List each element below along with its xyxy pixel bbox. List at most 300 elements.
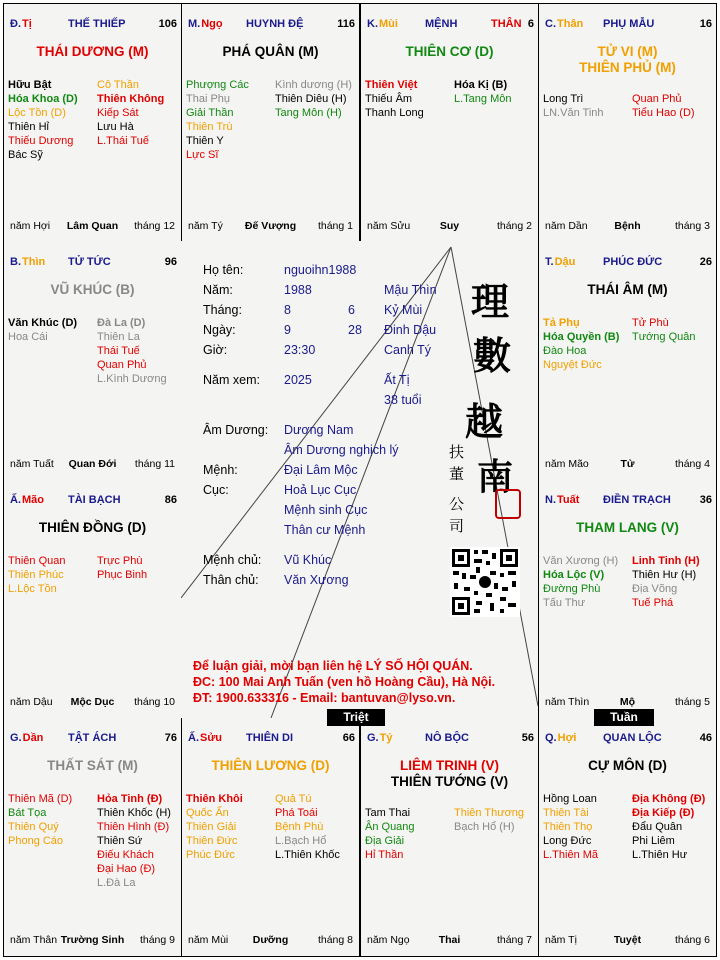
minor-star: Đà La (D) <box>97 317 146 329</box>
minor-star: Lực Sĩ <box>186 149 219 161</box>
truong-sinh: Bệnh <box>614 220 641 232</box>
minor-stars-right <box>454 806 524 834</box>
minor-star: Nguyệt Đức <box>543 359 602 371</box>
palace-header <box>10 256 111 272</box>
minor-star: Thiếu Âm <box>365 93 413 105</box>
minor-star: Hóa Kị (B) <box>454 79 508 91</box>
minor-star: L.Thiên Khốc <box>275 849 340 861</box>
tuan-tag: Tuần <box>594 709 654 726</box>
gio-canchi: Canh Tý <box>384 343 432 357</box>
truong-sinh: Đế Vượng <box>244 220 297 232</box>
minor-star: Phong Cáo <box>8 835 64 847</box>
seal-char-2: 董 <box>449 465 465 483</box>
red-seal-stamp <box>495 489 521 519</box>
minor-star: Thai Phụ <box>186 93 231 105</box>
minor-star: Phượng Các <box>186 79 249 91</box>
calligraphy-char-2: 數 <box>473 333 512 378</box>
tieu-han-year: năm Tị <box>545 934 577 946</box>
palace-chi: Tuất <box>557 494 580 506</box>
am-duong-label: Âm Dương: <box>203 423 269 437</box>
minor-star: Tử Phù <box>632 317 669 329</box>
tieu-han-year: năm Mùi <box>188 934 229 946</box>
minor-star: Kình dương (H) <box>275 79 352 91</box>
minor-stars-right <box>632 554 700 610</box>
minor-star: Đẩu Quân <box>632 821 683 833</box>
palace-footer <box>545 934 710 948</box>
minor-stars-right <box>632 316 696 344</box>
minor-star: Tuế Phá <box>632 597 674 609</box>
palace-thin <box>4 242 181 480</box>
main-stars <box>539 758 716 774</box>
truong-sinh: Quan Đới <box>68 458 117 470</box>
minor-star: Địa Giải <box>365 835 405 847</box>
minor-stars-left <box>8 78 78 162</box>
nguyet-han: tháng 10 <box>134 696 175 708</box>
palace-dai-han: 6 <box>527 18 534 30</box>
minor-star: Đại Hao (Đ) <box>97 863 156 875</box>
main-stars <box>361 44 538 60</box>
palace-tuat <box>539 480 716 718</box>
palace-cung-name: TỬ TỨC <box>68 256 111 268</box>
palace-dai-han: 96 <box>164 256 177 268</box>
palace-header <box>10 732 117 748</box>
palace-can: C. <box>545 18 556 30</box>
minor-star: Thiên Y <box>186 135 224 147</box>
tieu-han-year: năm Thìn <box>545 696 590 708</box>
minor-star: Quốc Ấn <box>186 807 229 819</box>
seal-char-4: 司 <box>449 517 465 535</box>
minor-star: Phá Toái <box>275 807 318 819</box>
minor-star: Bác Sỹ <box>8 149 43 161</box>
minor-star: Hồng Loan <box>543 793 597 805</box>
tieu-han-year: năm Tý <box>188 220 223 232</box>
cuc-value-2: Mệnh sinh Cục <box>284 503 368 517</box>
minor-star: Quan Phủ <box>632 93 682 105</box>
minor-star: Tấu Thư <box>543 597 586 609</box>
thang-am: 8 <box>284 303 291 317</box>
menh-value: Đại Lâm Mộc <box>284 463 358 477</box>
tieu-han-year: năm Dậu <box>10 696 53 708</box>
minor-star: Hóa Khoa (D) <box>8 93 78 105</box>
minor-star: Tướng Quân <box>632 331 696 343</box>
palace-dai-han: 46 <box>699 732 712 744</box>
thang-label: Tháng: <box>203 303 242 317</box>
minor-star: Trực Phù <box>97 555 143 567</box>
palace-chi: Tị <box>22 18 32 30</box>
nam-xem-value: 2025 <box>284 373 312 387</box>
minor-star: Hoa Cái <box>8 331 48 343</box>
minor-star: Phi Liêm <box>632 835 675 847</box>
minor-star: Địa Kiếp (Đ) <box>632 807 695 819</box>
truong-sinh: Suy <box>439 220 460 232</box>
minor-stars-right <box>97 78 164 148</box>
palace-cung-name: NÔ BỘC <box>425 732 469 744</box>
minor-star: Thiên La <box>97 331 140 343</box>
palace-footer <box>188 934 353 948</box>
minor-star: Thiên Quý <box>8 821 59 833</box>
palace-header <box>188 732 294 748</box>
palace-cung-name: THIÊN DI <box>246 732 294 744</box>
main-stars <box>361 758 538 790</box>
minor-star: L.Thiên Mã <box>543 849 599 861</box>
nam-label: Năm: <box>203 283 233 297</box>
palace-dai-han: 106 <box>158 18 177 30</box>
ngay-duong: 28 <box>348 323 362 337</box>
palace-footer <box>10 458 175 472</box>
main-stars <box>4 282 181 298</box>
palace-can: G. <box>10 732 22 744</box>
minor-star: Quan Phủ <box>97 359 147 371</box>
palace-cung-name: PHỤ MẪU <box>603 18 655 30</box>
minor-star: L.Thiên Hư <box>632 849 688 861</box>
minor-star: Thiên Sứ <box>97 835 143 847</box>
palace-header <box>367 18 522 34</box>
triet-tag: Triệt <box>327 709 385 726</box>
minor-star: Điếu Khách <box>97 849 154 861</box>
palace-than <box>539 4 716 242</box>
minor-star: Đào Hoa <box>543 345 587 357</box>
minor-star: Thiên Việt <box>365 79 418 91</box>
main-star: THAM LANG (V) <box>576 520 679 535</box>
minor-stars-left <box>543 92 604 120</box>
palace-chi: Dần <box>22 732 44 744</box>
palace-chi: Mão <box>22 494 44 506</box>
minor-star: Phục Binh <box>97 569 148 581</box>
gio-label: Giờ: <box>203 343 228 357</box>
palace-chi: Thìn <box>22 256 46 268</box>
main-star: THÁI ÂM (M) <box>587 282 668 297</box>
palace-footer <box>545 696 710 710</box>
minor-stars-right <box>275 792 340 862</box>
palace-chi: Dậu <box>554 256 576 268</box>
cuc-value-3: Thân cư Mệnh <box>284 523 366 537</box>
minor-star: Thiên Trù <box>186 121 233 133</box>
nguyet-han: tháng 6 <box>674 934 710 946</box>
nguyet-han: tháng 1 <box>317 220 353 232</box>
palace-dai-han: 56 <box>521 732 534 744</box>
palace-footer <box>10 696 175 710</box>
palace-header <box>10 18 126 34</box>
main-star: THÁI DƯƠNG (M) <box>36 44 149 59</box>
tieu-han-year: năm Dần <box>545 220 588 232</box>
truong-sinh: Tử <box>620 458 635 470</box>
palace-than-marker: THÂN <box>491 18 522 30</box>
minor-star: Thiên Giải <box>186 821 237 833</box>
tieu-han-year: năm Hợi <box>10 220 51 232</box>
minor-star: Tang Môn (H) <box>275 107 342 119</box>
minor-star: L.Đà La <box>97 877 136 889</box>
palace-ty <box>361 718 538 956</box>
minor-star: Địa Không (Đ) <box>632 793 706 805</box>
nguyet-han: tháng 7 <box>496 934 532 946</box>
gio-value: 23:30 <box>284 343 316 357</box>
palace-mao <box>4 480 181 718</box>
minor-stars-right <box>97 792 171 890</box>
palace-can: M. <box>188 18 201 30</box>
palace-ti <box>4 4 181 242</box>
palace-can: K. <box>367 18 378 30</box>
truong-sinh: Dưỡng <box>252 934 289 946</box>
minor-star: Văn Khúc (D) <box>8 317 78 329</box>
main-star: PHÁ QUÂN (M) <box>222 44 319 59</box>
minor-star: Quả Tú <box>275 793 312 805</box>
minor-stars-left <box>543 316 619 372</box>
palace-dai-han: 36 <box>699 494 712 506</box>
main-star: TỬ VI (M) <box>597 44 658 59</box>
minor-stars-left <box>543 554 618 610</box>
calligraphy-char-3: 越 <box>465 399 504 444</box>
minor-star: Địa Võng <box>632 583 678 595</box>
minor-star: Thiên Tài <box>543 807 589 819</box>
minor-stars-right <box>632 92 695 120</box>
palace-header <box>545 256 663 272</box>
palace-footer <box>188 220 353 234</box>
palace-dai-han: 26 <box>699 256 712 268</box>
palace-cung-name: PHÚC ĐỨC <box>603 256 663 268</box>
palace-footer <box>10 934 175 948</box>
palace-chi: Mùi <box>379 18 398 30</box>
menh-chu-value: Vũ Khúc <box>284 553 332 567</box>
tieu-han-year: năm Mão <box>545 458 589 470</box>
minor-star: Bạch Hổ (H) <box>454 821 515 833</box>
ngay-am: 9 <box>284 323 291 337</box>
qr-code[interactable] <box>450 547 520 617</box>
thang-duong: 6 <box>348 303 355 317</box>
thang-canchi: Kỷ Mùi <box>384 303 423 317</box>
minor-star: Thiên Hỉ <box>8 121 49 133</box>
palace-ngo <box>182 4 359 242</box>
minor-stars-right <box>454 78 511 106</box>
nam-xem-label: Năm xem: <box>203 373 260 387</box>
calligraphy-char-1: 理 <box>471 279 510 324</box>
palace-hoi <box>539 718 716 956</box>
palace-cung-name: TÀI BẠCH <box>68 494 121 506</box>
main-stars <box>182 44 359 60</box>
minor-star: Thiên Mã (D) <box>8 793 73 805</box>
palace-chi: Sửu <box>200 732 223 744</box>
palace-dai-han: 86 <box>164 494 177 506</box>
minor-star: Đường Phù <box>543 583 601 595</box>
ho-ten-value: nguoihn1988 <box>284 263 357 277</box>
tieu-han-year: năm Ngọ <box>367 934 410 946</box>
palace-mui <box>361 4 538 242</box>
minor-star: Giải Thần <box>186 107 234 119</box>
palace-header <box>10 494 121 510</box>
main-stars <box>4 44 181 60</box>
minor-star: Thiên Thương <box>454 807 525 819</box>
truong-sinh: Mộ <box>619 696 636 708</box>
palace-header <box>545 732 662 748</box>
palace-footer <box>367 934 532 948</box>
minor-stars-right <box>632 792 705 862</box>
palace-can: G. <box>367 732 379 744</box>
palace-dan <box>4 718 181 956</box>
minor-star: Phúc Đức <box>186 849 235 861</box>
main-stars <box>4 520 181 536</box>
palace-footer <box>10 220 175 234</box>
minor-star: Thiên Khốc (H) <box>97 807 171 819</box>
minor-star: L.Bạch Hổ <box>275 835 327 847</box>
palace-dai-han: 16 <box>699 18 712 30</box>
minor-star: Bệnh Phù <box>275 821 324 833</box>
menh-chu-label: Mệnh chủ: <box>203 553 262 567</box>
palace-can: N. <box>545 494 556 506</box>
contact-line-1: Để luận giải, mời bạn liên hệ LÝ SỐ HỘI QUÁN. <box>193 659 473 673</box>
minor-stars-left <box>186 78 249 162</box>
truong-sinh: Tuyệt <box>613 934 642 946</box>
minor-star: Bát Tọa <box>8 807 47 819</box>
truong-sinh: Thai <box>438 934 461 946</box>
minor-stars-left <box>365 78 424 120</box>
minor-stars-left <box>8 316 77 344</box>
minor-star: Thiên Phúc <box>8 569 64 581</box>
main-stars <box>539 44 716 76</box>
minor-star: L.Thái Tuế <box>97 135 149 147</box>
minor-star: Tả Phụ <box>543 317 580 329</box>
palace-cung-name: QUAN LỘC <box>603 732 662 744</box>
than-chu-value: Văn Xương <box>284 573 349 587</box>
palace-cung-name: THẾ THIẾP <box>68 18 126 30</box>
palace-dai-han: 116 <box>337 18 355 30</box>
minor-star: Hóa Quyền (B) <box>543 331 620 343</box>
minor-star: Thiên Thọ <box>543 821 593 833</box>
palace-cung-name: HUYNH ĐỆ <box>246 18 304 30</box>
palace-footer <box>367 220 532 234</box>
main-stars <box>4 758 181 774</box>
minor-stars-right <box>97 316 167 386</box>
minor-stars-left <box>365 806 415 862</box>
minor-star: Linh Tinh (H) <box>632 555 700 567</box>
palace-dai-han: 76 <box>164 732 177 744</box>
menh-label: Mệnh: <box>203 463 238 477</box>
main-star: THIÊN TƯỚNG (V) <box>390 774 509 789</box>
cuc-label: Cục: <box>203 483 229 497</box>
minor-star: Tam Thai <box>365 807 411 819</box>
main-star: THẤT SÁT (M) <box>47 758 138 773</box>
palace-chi: Hợi <box>557 732 577 744</box>
main-stars <box>539 520 716 536</box>
minor-stars-right <box>275 78 352 120</box>
palace-can: B. <box>10 256 21 268</box>
minor-star: Thiên Diêu (H) <box>275 93 347 105</box>
nguyet-han: tháng 9 <box>139 934 175 946</box>
palace-dau <box>539 242 716 480</box>
palace-can: Đ. <box>10 18 21 30</box>
minor-star: Thiếu Dương <box>8 135 74 147</box>
ngay-canchi: Đinh Dậu <box>384 323 437 337</box>
main-star: THIÊN LƯƠNG (D) <box>211 758 330 773</box>
minor-star: Thanh Long <box>365 107 424 119</box>
palace-cung-name: TẬT ÁCH <box>68 732 117 744</box>
minor-star: LN.Văn Tinh <box>543 107 604 119</box>
minor-star: Hữu Bật <box>8 79 52 91</box>
seal-char-1: 扶 <box>449 443 465 461</box>
palace-can: Ấ. <box>188 732 199 744</box>
tieu-han-year: năm Sửu <box>367 220 411 232</box>
nguyet-han: tháng 5 <box>674 696 710 708</box>
main-star: CỰ MÔN (D) <box>588 758 667 773</box>
seal-char-3: 公 <box>449 495 465 513</box>
palace-header <box>545 18 655 34</box>
truong-sinh: Trường Sinh <box>60 934 125 946</box>
main-star: THIÊN CƠ (D) <box>405 44 494 59</box>
minor-stars-left <box>186 792 243 862</box>
nam-canchi: Mậu Thìn <box>384 283 437 297</box>
minor-star: Lộc Tồn (D) <box>8 107 66 119</box>
palace-chi: Thân <box>557 18 584 30</box>
minor-stars-left <box>8 554 65 596</box>
minor-star: Tiểu Hao (D) <box>632 107 695 119</box>
tieu-han-year: năm Thân <box>10 934 58 946</box>
minor-star: Hỉ Thần <box>365 849 404 861</box>
contact-line-3: ĐT: 1900.633316 - Email: bantuvan@lyso.vn. <box>193 691 456 705</box>
nguyet-han: tháng 12 <box>134 220 175 232</box>
main-stars <box>182 758 359 774</box>
nguyet-han: tháng 11 <box>134 458 175 470</box>
palace-footer <box>545 458 710 472</box>
minor-star: L.Kình Dương <box>97 373 167 385</box>
nam-value: 1988 <box>284 283 312 297</box>
palace-dai-han: 66 <box>342 732 355 744</box>
main-star: THIÊN PHỦ (M) <box>579 60 676 75</box>
minor-star: Ân Quang <box>365 821 415 833</box>
minor-star: Long Trì <box>543 93 584 105</box>
minor-star: Lưu Hà <box>97 121 134 133</box>
truong-sinh: Mộc Dục <box>70 696 115 708</box>
palace-chi: Tý <box>379 732 393 744</box>
contact-line-2: ĐC: 100 Mai Anh Tuấn (ven hồ Hoàng Cầu), Hà Nội. <box>193 675 496 689</box>
nam-xem-canchi: Ất Tị <box>384 373 410 387</box>
nguyet-han: tháng 8 <box>317 934 353 946</box>
palace-header <box>545 494 671 510</box>
palace-can: Q. <box>545 732 557 744</box>
minor-star: Kiếp Sát <box>97 107 139 119</box>
minor-star: Thiên Hình (Đ) <box>97 821 170 833</box>
minor-star: Thiên Quan <box>8 555 66 567</box>
palace-header <box>367 732 469 748</box>
tuoi-value: 38 tuổi <box>384 393 422 407</box>
nguyet-han: tháng 2 <box>496 220 532 232</box>
minor-star: Cô Thần <box>97 79 139 91</box>
center-panel <box>181 241 538 718</box>
minor-star: L.Lộc Tồn <box>8 583 57 595</box>
nguyet-han: tháng 4 <box>674 458 710 470</box>
am-duong-value: Dương Nam <box>284 423 354 437</box>
minor-star: Hỏa Tinh (Đ) <box>97 793 163 805</box>
ho-ten-label: Họ tên: <box>203 263 244 277</box>
palace-header <box>188 18 304 34</box>
minor-stars-left <box>8 792 72 848</box>
truong-sinh: Lâm Quan <box>66 220 119 232</box>
minor-star: Long Đức <box>543 835 592 847</box>
than-chu-label: Thân chủ: <box>203 573 259 587</box>
minor-stars-left <box>543 792 598 862</box>
am-duong-value-2: Âm Dương nghịch lý <box>284 443 399 457</box>
main-star: VŨ KHÚC (B) <box>50 282 135 297</box>
minor-star: Hóa Lộc (V) <box>543 569 605 581</box>
minor-star: Thiên Khôi <box>186 793 243 805</box>
palace-suu <box>182 718 359 956</box>
minor-star: Văn Xương (H) <box>543 555 619 567</box>
nguyet-han: tháng 3 <box>674 220 710 232</box>
minor-star: Thiên Không <box>97 93 165 105</box>
cuc-value: Hoả Lục Cục <box>284 483 357 497</box>
palace-can: T. <box>545 256 554 268</box>
minor-stars-right <box>97 554 147 582</box>
main-star: LIÊM TRINH (V) <box>400 758 499 773</box>
minor-star: Thái Tuế <box>97 345 140 357</box>
palace-can: Ấ. <box>10 494 21 506</box>
